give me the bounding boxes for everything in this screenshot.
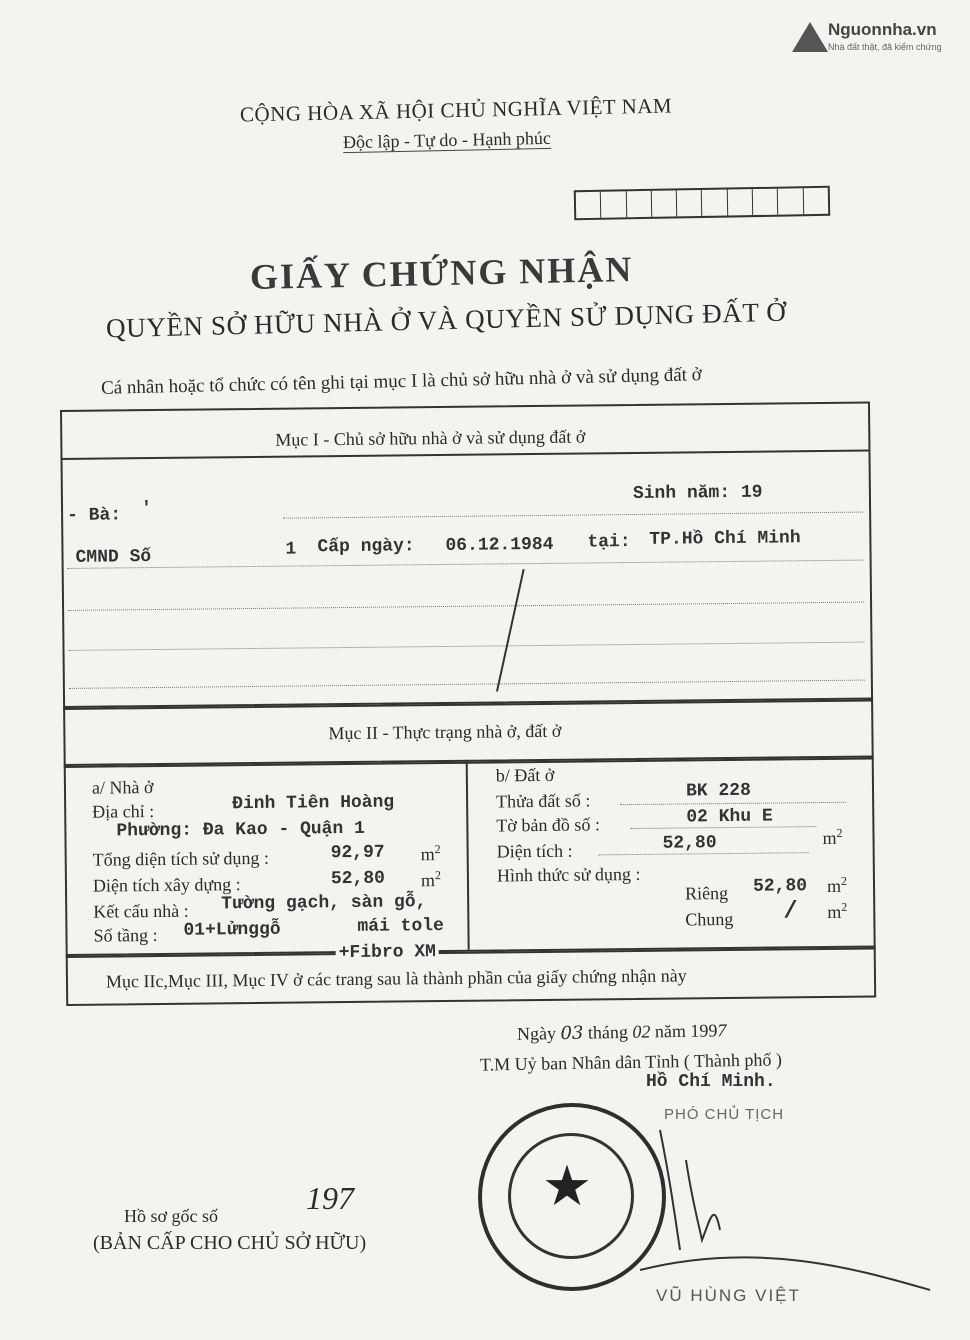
built-area-unit: $m^2$ [420, 868, 441, 891]
shared-unit: $m^2$ [827, 899, 848, 922]
private-unit: $m^2$ [826, 873, 848, 896]
floors-label: Số tầng : [93, 925, 158, 946]
land-area-unit: $m^2$ [822, 825, 843, 849]
watermark-tagline: Nhà đất thật, đã kiểm chứng [828, 42, 942, 52]
signer-name: VŨ HÙNG VIỆT [656, 1286, 801, 1305]
roof-value: mái tole [357, 916, 444, 937]
star-icon: ★ [541, 1156, 593, 1218]
total-area-unit: $m^2$ [420, 842, 441, 865]
year-label: năm 199 [654, 1020, 718, 1042]
motto-text: Độc lập - Tự do - Hạnh phúc [342, 127, 552, 153]
document-title: GIẤY CHỨNG NHẬN [249, 248, 634, 298]
footer-note: Mục IIc,Mục III, Mục IV ở các trang sau là thành phần của giấy chứng nhận này [105, 965, 687, 992]
copy-note: (BẢN CẤP CHO CHỦ SỞ HỮU) [93, 1232, 367, 1254]
file-number-label: Hồ sơ gốc số [124, 1206, 219, 1226]
file-number-value: 197 [306, 1180, 354, 1216]
date-prefix: Ngày [516, 1023, 557, 1044]
section2-heading: Mục II - Thực trạng nhà ở, đất ở [328, 720, 562, 744]
serial-number-boxes [574, 186, 830, 220]
land-area-label: Diện tích : [496, 840, 573, 862]
private-label: Riêng [684, 883, 729, 904]
birth-year-label: Sinh năm: 19 [632, 482, 763, 505]
land-area-value: 52,80 [662, 833, 717, 854]
issued-place-value: TP.Hồ Chí Minh [649, 528, 801, 550]
address-line1: Đinh Tiên Hoàng [232, 792, 395, 815]
usage-label: Hình thức sử dụng : [496, 863, 641, 886]
total-area-value: 92,97 [330, 842, 385, 864]
house-icon [792, 22, 828, 52]
land-label: b/ Đất ở [495, 764, 555, 786]
document-subtitle: QUYỀN SỞ HỮU NHÀ Ở VÀ QUYỀN SỬ DỤNG ĐẤT Ở [105, 296, 787, 344]
built-area-label: Diện tích xây dựng : [92, 874, 241, 896]
year-end: 7 [717, 1020, 727, 1041]
position-title: PHÓ CHỦ TỊCH [664, 1106, 785, 1123]
structure-label: Kết cấu nhà : [93, 900, 189, 922]
watermark-name: Nguonnha.vn [828, 20, 937, 39]
section1-heading: Mục I - Chủ sở hữu nhà ở và sử dụng đất ở [275, 426, 586, 450]
plot-label: Thửa đất số : [496, 790, 591, 812]
built-area-value: 52,80 [330, 868, 386, 890]
month-label: tháng [587, 1021, 629, 1043]
issued-date-value: 06.12.1984 [445, 534, 554, 556]
floors-value: 01+Lửnggỗ [183, 919, 281, 941]
map-label: Tờ bản đồ số : [496, 814, 600, 836]
country-name: CỘNG HÒA XÃ HỘI CHỦ NGHĨA VIỆT NAM [239, 93, 673, 127]
address-line2: Phường: Đa Kao - Quận 1 [116, 818, 365, 842]
certificate-table [60, 402, 874, 1000]
date-month: 02 [632, 1021, 651, 1042]
city-name: Hồ Chí Minh. [646, 1072, 776, 1092]
map-value: 02 Khu E [686, 806, 773, 828]
motto [343, 128, 551, 153]
issued-place-label: tại: [587, 532, 631, 553]
roof-value-2: +Fibro XM [336, 942, 439, 963]
owner-value: ' [140, 499, 152, 520]
structure-value: Tường gạch, sàn gỗ, [221, 892, 427, 915]
shared-value: / [783, 898, 798, 926]
issued-date-label: Cấp ngày: [317, 536, 415, 558]
issue-date [517, 1020, 727, 1045]
owner-label: - Bà: [67, 505, 122, 526]
watermark-logo [792, 18, 952, 58]
total-area-label: Tổng diện tích sử dụng : [92, 847, 270, 870]
id-number-value: 1 [285, 539, 297, 560]
intro-text: Cá nhân hoặc tổ chức có tên ghi tại mục I là chủ sở hữu nhà ở và sử dụng đất ở [100, 364, 702, 399]
shared-label: Chung [685, 908, 734, 930]
committee-title: T.M Uỷ ban Nhân dân Tỉnh ( Thành phố ) [479, 1049, 783, 1075]
id-number-label: CMND Số [75, 547, 152, 568]
address-label: Địa chỉ : [92, 801, 155, 822]
plot-value: BK 228 [685, 780, 751, 802]
date-day: 03 [560, 1022, 584, 1045]
official-seal [478, 1103, 666, 1291]
cancel-stroke [490, 565, 531, 695]
house-label: a/ Nhà ở [91, 777, 154, 798]
private-value: 52,80 [752, 876, 808, 897]
